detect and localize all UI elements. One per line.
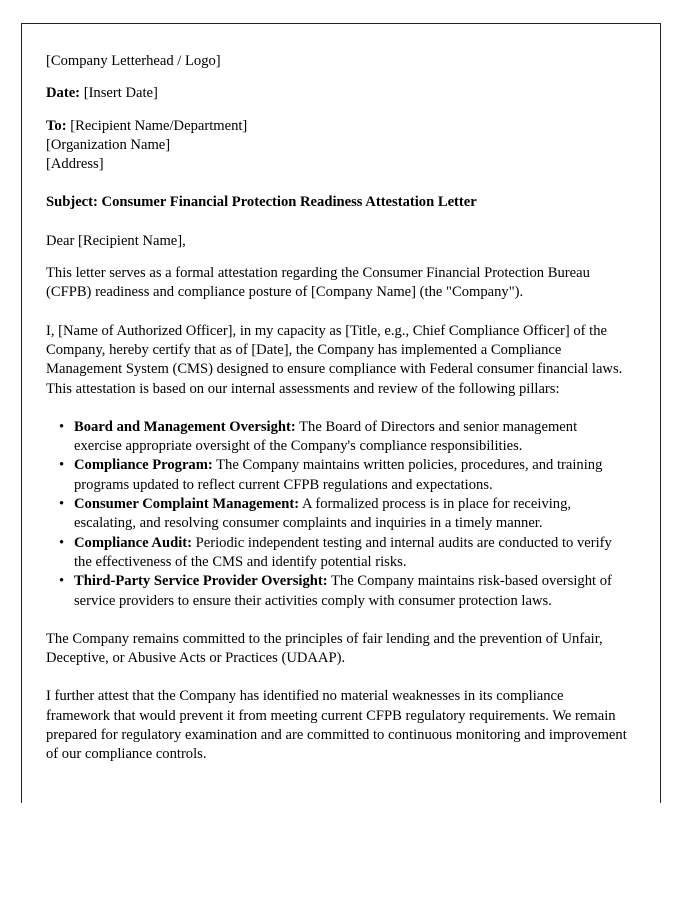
salutation: Dear [Recipient Name], [46,232,186,249]
closing-paragraph: I further attest that the Company has identified no material weaknesses in its compliance framework that would prevent it from meeting current CFPB regulatory requirements. We remain prepared for regulatory examination and are committed to continuous monitoring and improvement of our compliance controls. [46,688,627,763]
date-label: Date: [46,85,81,102]
recipient-line [46,117,628,136]
pillar-description: Periodic independent testing and internal audits are conducted to verify the effectiveness of the CMS and identify potential risks. [74,534,612,570]
pillar-term: Compliance Audit: [74,534,192,551]
bullet-icon: • [59,534,65,551]
commitment-paragraph: The Company remains committed to the principles of fair lending and the prevention of Unfair, Deceptive, or Abusive Acts or Practices (UDAAP). [46,630,603,667]
recipient-organization: [Organization Name] [46,136,171,153]
bullet-icon: • [59,418,65,435]
pillar-term: Third-Party Service Provider Oversight: [74,573,328,590]
date-line [46,84,628,103]
letterhead-placeholder: [Company Letterhead / Logo] [46,53,221,69]
certification-paragraph: I, [Name of Authorized Officer], in my capacity as [Title, e.g., Chief Compliance Officer] of the Company, hereby certify that as of [Date], the Company has implemented a Compliance Management System (CMS) designed to ensure compliance with Federal consumer financial laws. This attestation is based on our internal assessments and review of the following pillars: [46,322,623,397]
list-item [46,456,628,495]
pillars-list [46,418,628,611]
pillar-term: Consumer Complaint Management: [74,496,300,513]
recipient-name: [Recipient Name/Department] [70,117,248,134]
letter-page [21,23,661,803]
bullet-icon: • [59,496,65,513]
bullet-icon: • [59,573,65,590]
pillar-term: Board and Management Oversight: [74,418,296,435]
pillar-description: The Company maintains risk-based oversight of service providers to ensure their activities comply with consumer protection laws. [74,573,612,609]
list-item [46,534,628,573]
recipient-block [46,117,628,175]
intro-paragraph: This letter serves as a formal attestation regarding the Consumer Financial Protection Bureau (CFPB) readiness and compliance posture of [Company Name] (the "Company"). [46,265,590,301]
pillar-description: The Board of Directors and senior management exercise appropriate oversight of the Company's compliance responsibilities. [74,418,578,455]
list-item [46,418,628,457]
pillar-description: The Company maintains written policies, procedures, and training programs updated to reflect current CFPB regulations and expectations. [74,457,603,493]
bullet-icon: • [59,457,65,474]
to-label: To: [46,117,67,134]
recipient-address: [Address] [46,156,104,173]
letter-body [46,52,628,778]
pillar-description: A formalized process is in place for receiving, escalating, and resolving consumer complaints and inquiries in a timely manner. [74,496,572,532]
pillar-term: Compliance Program: [74,457,213,474]
date-value: [Insert Date] [83,85,158,102]
subject-line: Subject: Consumer Financial Protection Readiness Attestation Letter [46,194,477,211]
list-item [46,572,628,611]
list-item [46,495,628,534]
